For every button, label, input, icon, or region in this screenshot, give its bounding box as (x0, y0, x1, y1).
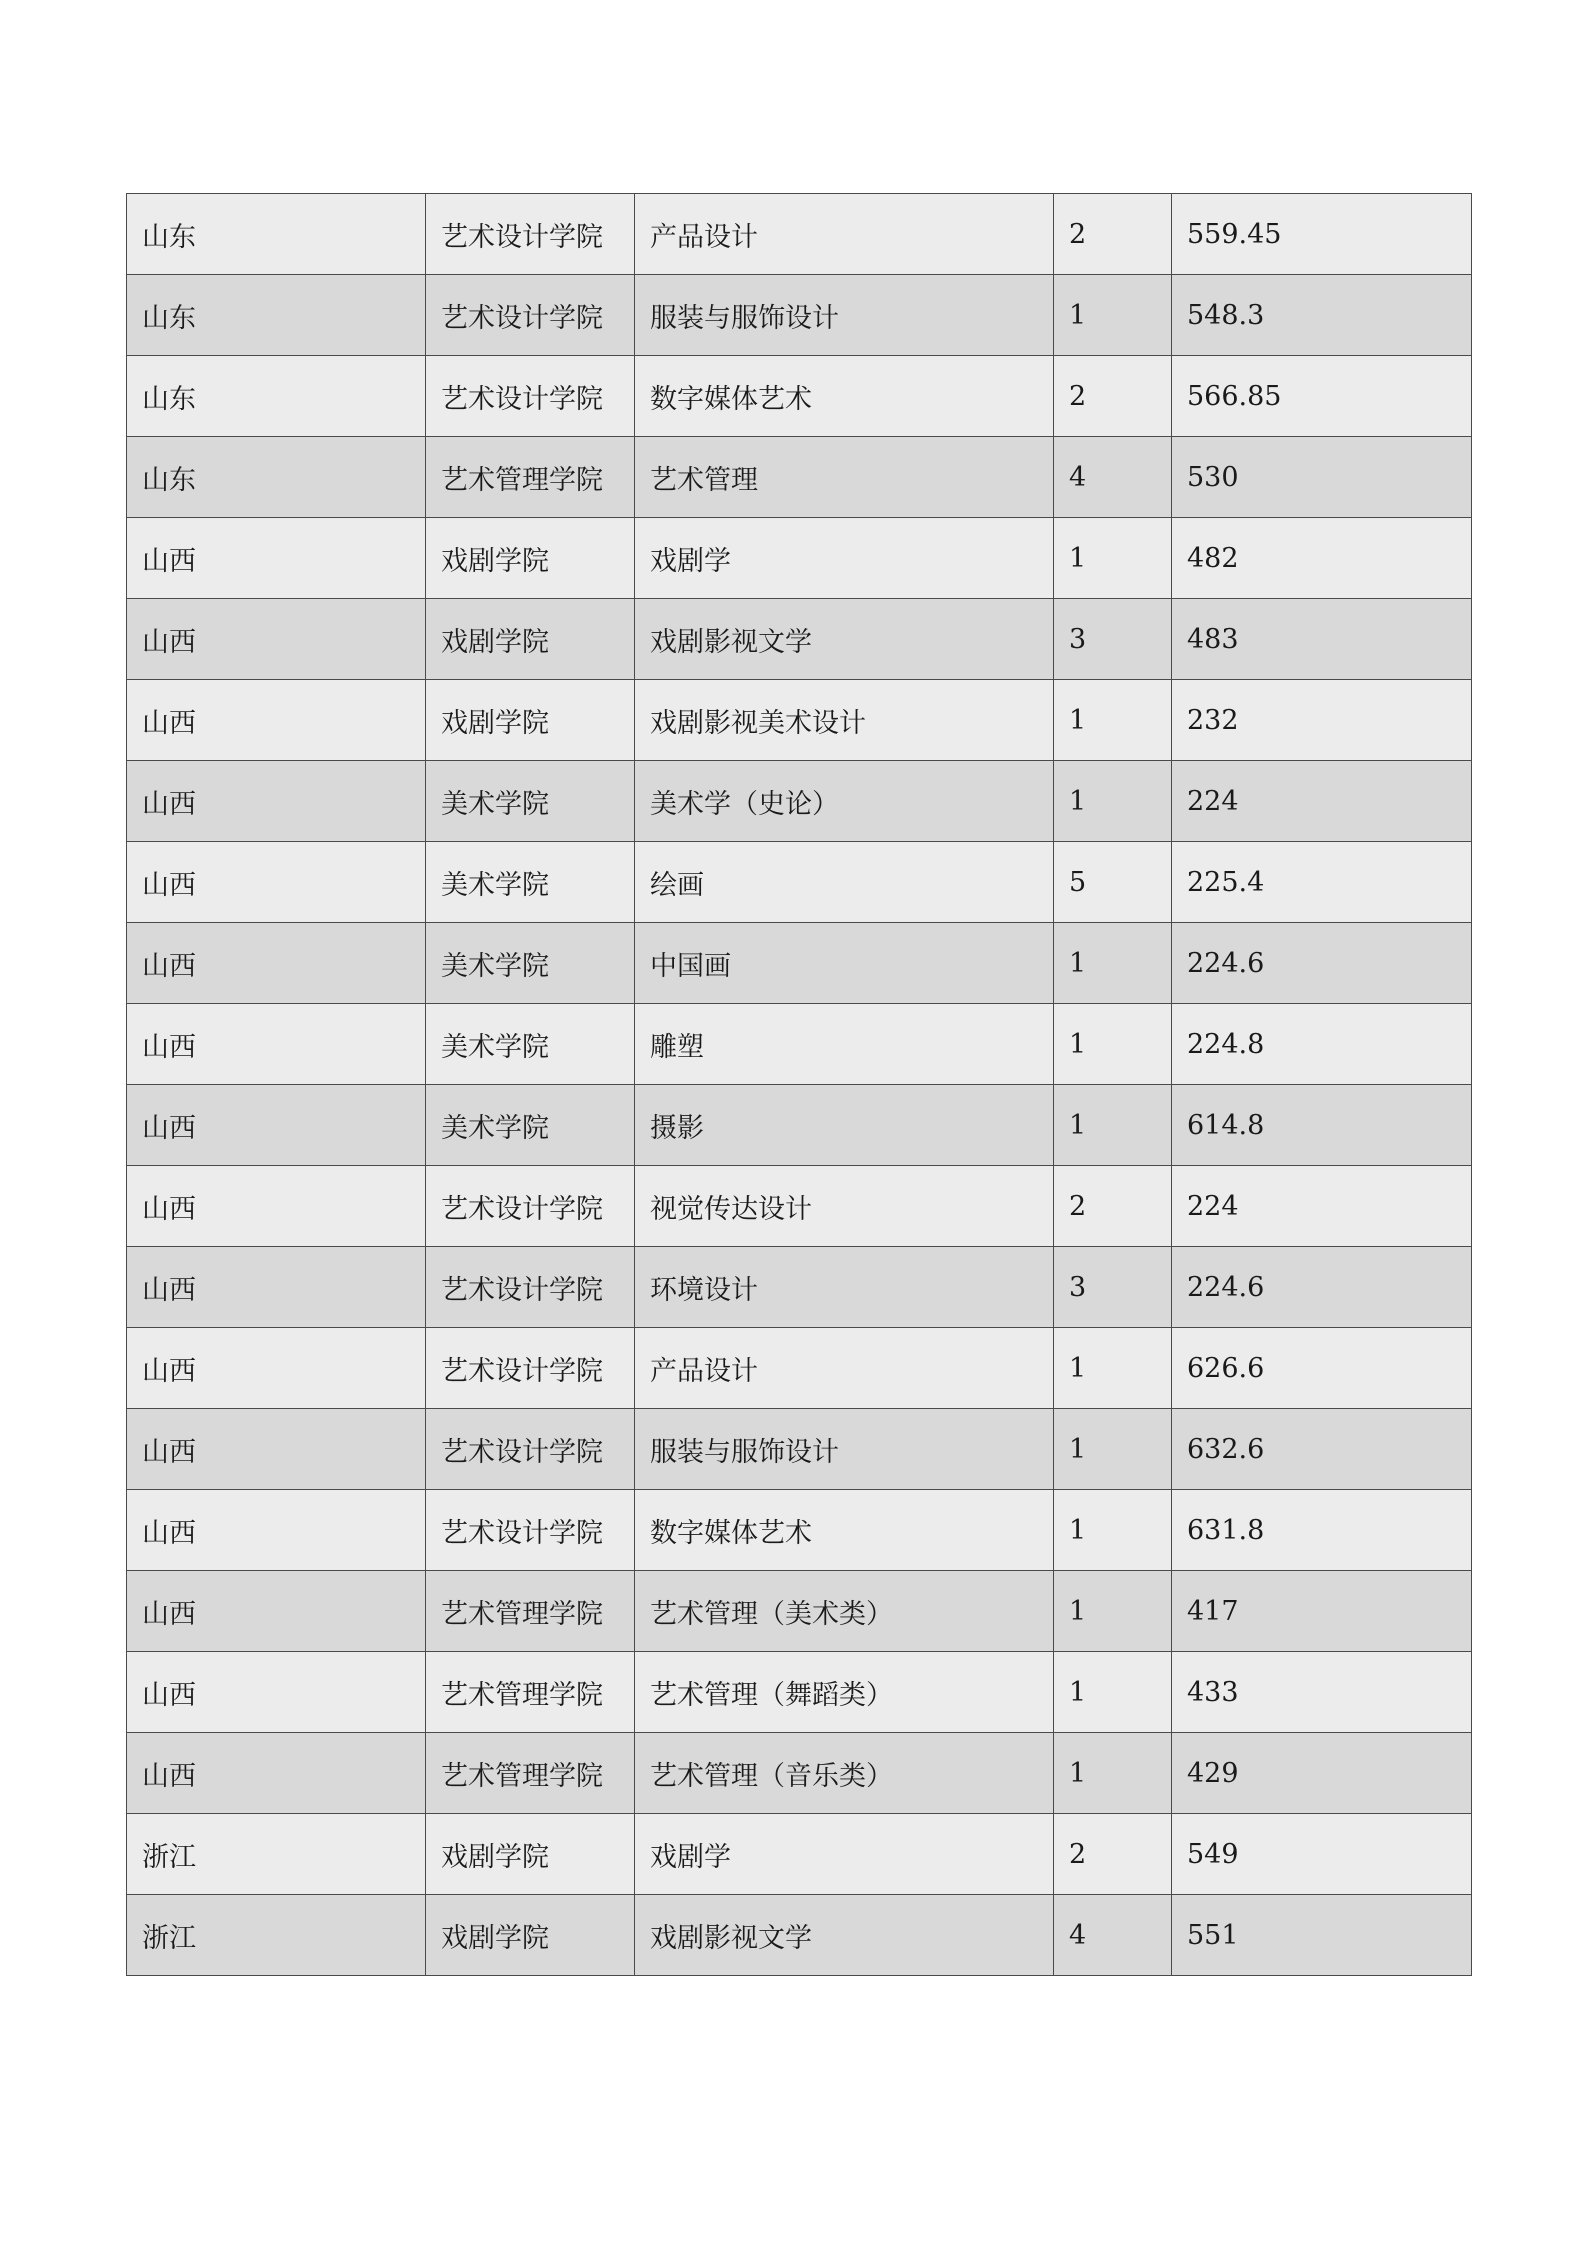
count-cell: 1 (1054, 1652, 1172, 1733)
major-cell: 环境设计 (635, 1247, 1054, 1328)
table-row (127, 1328, 1472, 1409)
count-cell: 1 (1054, 1085, 1172, 1166)
count-cell: 1 (1054, 275, 1172, 356)
province-cell: 山西 (127, 1085, 426, 1166)
admission-score-table (126, 193, 1472, 1976)
province-cell: 山西 (127, 1652, 426, 1733)
table-row (127, 1814, 1472, 1895)
major-cell: 戏剧影视文学 (635, 1895, 1054, 1976)
province-cell: 山西 (127, 1490, 426, 1571)
province-cell: 山西 (127, 518, 426, 599)
score-cell: 530 (1172, 437, 1472, 518)
college-cell: 美术学院 (426, 1085, 635, 1166)
count-cell: 2 (1054, 1814, 1172, 1895)
score-cell: 224.6 (1172, 923, 1472, 1004)
college-cell: 美术学院 (426, 1004, 635, 1085)
province-cell: 山西 (127, 1004, 426, 1085)
province-cell: 山西 (127, 1328, 426, 1409)
count-cell: 1 (1054, 518, 1172, 599)
major-cell: 艺术管理（舞蹈类） (635, 1652, 1054, 1733)
province-cell: 浙江 (127, 1895, 426, 1976)
score-cell: 614.8 (1172, 1085, 1472, 1166)
table-row (127, 275, 1472, 356)
college-cell: 艺术设计学院 (426, 1490, 635, 1571)
score-cell: 559.45 (1172, 194, 1472, 275)
major-cell: 戏剧学 (635, 1814, 1054, 1895)
province-cell: 山东 (127, 356, 426, 437)
college-cell: 艺术设计学院 (426, 1247, 635, 1328)
score-cell: 225.4 (1172, 842, 1472, 923)
major-cell: 视觉传达设计 (635, 1166, 1054, 1247)
major-cell: 雕塑 (635, 1004, 1054, 1085)
score-cell: 224.6 (1172, 1247, 1472, 1328)
count-cell: 3 (1054, 1247, 1172, 1328)
score-cell: 482 (1172, 518, 1472, 599)
major-cell: 戏剧影视文学 (635, 599, 1054, 680)
college-cell: 戏剧学院 (426, 1814, 635, 1895)
score-cell: 549 (1172, 1814, 1472, 1895)
province-cell: 山西 (127, 1166, 426, 1247)
score-cell: 566.85 (1172, 356, 1472, 437)
table-row (127, 923, 1472, 1004)
count-cell: 1 (1054, 1733, 1172, 1814)
table-row (127, 1004, 1472, 1085)
province-cell: 山西 (127, 842, 426, 923)
major-cell: 戏剧影视美术设计 (635, 680, 1054, 761)
province-cell: 山西 (127, 1409, 426, 1490)
count-cell: 1 (1054, 1571, 1172, 1652)
college-cell: 艺术设计学院 (426, 1328, 635, 1409)
table-row (127, 842, 1472, 923)
table-row (127, 1490, 1472, 1571)
major-cell: 摄影 (635, 1085, 1054, 1166)
count-cell: 2 (1054, 356, 1172, 437)
province-cell: 山东 (127, 194, 426, 275)
table-row (127, 194, 1472, 275)
count-cell: 1 (1054, 680, 1172, 761)
count-cell: 4 (1054, 1895, 1172, 1976)
college-cell: 美术学院 (426, 842, 635, 923)
score-cell: 232 (1172, 680, 1472, 761)
major-cell: 服装与服饰设计 (635, 1409, 1054, 1490)
count-cell: 3 (1054, 599, 1172, 680)
count-cell: 1 (1054, 1328, 1172, 1409)
province-cell: 山西 (127, 761, 426, 842)
table-row (127, 1571, 1472, 1652)
count-cell: 1 (1054, 761, 1172, 842)
province-cell: 山西 (127, 1733, 426, 1814)
college-cell: 戏剧学院 (426, 599, 635, 680)
table-row (127, 1409, 1472, 1490)
table-row (127, 680, 1472, 761)
major-cell: 服装与服饰设计 (635, 275, 1054, 356)
table-body (127, 194, 1472, 1976)
score-cell: 483 (1172, 599, 1472, 680)
province-cell: 山西 (127, 923, 426, 1004)
college-cell: 艺术管理学院 (426, 1652, 635, 1733)
score-cell: 632.6 (1172, 1409, 1472, 1490)
score-cell: 551 (1172, 1895, 1472, 1976)
college-cell: 美术学院 (426, 761, 635, 842)
score-cell: 417 (1172, 1571, 1472, 1652)
count-cell: 4 (1054, 437, 1172, 518)
college-cell: 艺术管理学院 (426, 1733, 635, 1814)
table-row (127, 761, 1472, 842)
major-cell: 艺术管理（美术类） (635, 1571, 1054, 1652)
province-cell: 山东 (127, 437, 426, 518)
province-cell: 浙江 (127, 1814, 426, 1895)
table-row (127, 1247, 1472, 1328)
college-cell: 艺术管理学院 (426, 1571, 635, 1652)
table-row (127, 599, 1472, 680)
table-row (127, 1652, 1472, 1733)
major-cell: 艺术管理 (635, 437, 1054, 518)
score-cell: 429 (1172, 1733, 1472, 1814)
province-cell: 山西 (127, 680, 426, 761)
count-cell: 5 (1054, 842, 1172, 923)
count-cell: 2 (1054, 1166, 1172, 1247)
college-cell: 艺术设计学院 (426, 356, 635, 437)
score-cell: 224 (1172, 1166, 1472, 1247)
score-cell: 224 (1172, 761, 1472, 842)
count-cell: 1 (1054, 923, 1172, 1004)
score-cell: 626.6 (1172, 1328, 1472, 1409)
score-cell: 224.8 (1172, 1004, 1472, 1085)
province-cell: 山东 (127, 275, 426, 356)
major-cell: 戏剧学 (635, 518, 1054, 599)
major-cell: 数字媒体艺术 (635, 356, 1054, 437)
major-cell: 绘画 (635, 842, 1054, 923)
college-cell: 艺术设计学院 (426, 275, 635, 356)
table-row (127, 437, 1472, 518)
major-cell: 艺术管理（音乐类） (635, 1733, 1054, 1814)
score-cell: 433 (1172, 1652, 1472, 1733)
table-row (127, 518, 1472, 599)
count-cell: 2 (1054, 194, 1172, 275)
college-cell: 艺术设计学院 (426, 1409, 635, 1490)
major-cell: 美术学（史论） (635, 761, 1054, 842)
table-row (127, 1733, 1472, 1814)
table-row (127, 356, 1472, 437)
count-cell: 1 (1054, 1409, 1172, 1490)
count-cell: 1 (1054, 1004, 1172, 1085)
table-row (127, 1895, 1472, 1976)
major-cell: 产品设计 (635, 194, 1054, 275)
major-cell: 数字媒体艺术 (635, 1490, 1054, 1571)
college-cell: 美术学院 (426, 923, 635, 1004)
major-cell: 产品设计 (635, 1328, 1054, 1409)
college-cell: 戏剧学院 (426, 518, 635, 599)
province-cell: 山西 (127, 1247, 426, 1328)
major-cell: 中国画 (635, 923, 1054, 1004)
count-cell: 1 (1054, 1490, 1172, 1571)
table-row (127, 1166, 1472, 1247)
college-cell: 艺术设计学院 (426, 194, 635, 275)
table-row (127, 1085, 1472, 1166)
province-cell: 山西 (127, 1571, 426, 1652)
college-cell: 戏剧学院 (426, 1895, 635, 1976)
college-cell: 戏剧学院 (426, 680, 635, 761)
score-cell: 631.8 (1172, 1490, 1472, 1571)
college-cell: 艺术设计学院 (426, 1166, 635, 1247)
college-cell: 艺术管理学院 (426, 437, 635, 518)
province-cell: 山西 (127, 599, 426, 680)
score-cell: 548.3 (1172, 275, 1472, 356)
